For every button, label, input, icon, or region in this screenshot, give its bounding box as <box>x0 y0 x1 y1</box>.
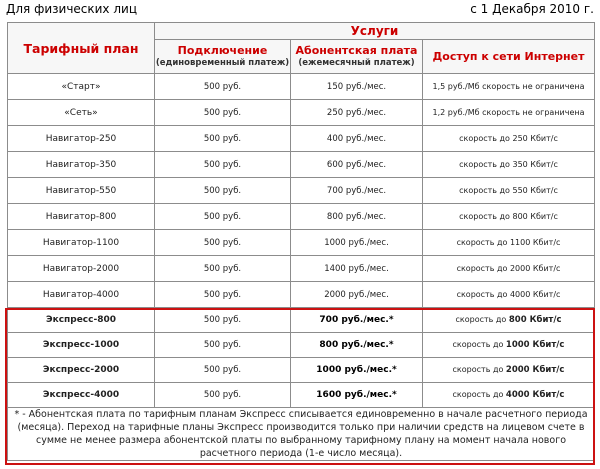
internet-access <box>423 308 595 333</box>
plan-name: Экспресс-1000 <box>8 333 155 358</box>
header-connection <box>155 40 291 74</box>
internet-access: скорость до 4000 Кбит/с <box>423 282 595 308</box>
connection-price: 500 руб. <box>155 178 291 204</box>
monthly-fee: 400 руб./мес. <box>291 126 423 152</box>
plan-name: «Старт» <box>8 74 155 100</box>
monthly-fee: 1600 руб./мес.* <box>291 383 423 408</box>
plan-name: Навигатор-1100 <box>8 230 155 256</box>
speed-prefix: скорость до <box>452 340 506 349</box>
table-row <box>8 100 595 126</box>
plan-name: Навигатор-2000 <box>8 256 155 282</box>
monthly-fee: 1000 руб./мес. <box>291 230 423 256</box>
connection-price: 500 руб. <box>155 100 291 126</box>
express-row <box>8 383 595 408</box>
plan-name: Навигатор-800 <box>8 204 155 230</box>
table-row <box>8 256 595 282</box>
header-connection-label: Подключение <box>177 43 268 57</box>
monthly-fee: 600 руб./мес. <box>291 152 423 178</box>
table-row <box>8 204 595 230</box>
monthly-fee: 700 руб./мес.* <box>291 308 423 333</box>
internet-access: скорость до 350 Кбит/с <box>423 152 595 178</box>
connection-price: 500 руб. <box>155 74 291 100</box>
header-services: Услуги <box>155 23 595 40</box>
plan-name: Навигатор-4000 <box>8 282 155 308</box>
speed-value: 2000 Кбит/с <box>505 365 565 375</box>
speed-value: 800 Кбит/с <box>508 315 562 325</box>
plan-name: Экспресс-2000 <box>8 358 155 383</box>
connection-price: 500 руб. <box>155 282 291 308</box>
plan-name: Навигатор-250 <box>8 126 155 152</box>
speed-prefix: скорость до <box>452 365 506 374</box>
header-internet: Доступ к сети Интернет <box>423 40 595 74</box>
speed-value: 1000 Кбит/с <box>505 340 565 350</box>
connection-price: 500 руб. <box>155 126 291 152</box>
speed-prefix: скорость до <box>455 315 509 324</box>
table-row <box>8 152 595 178</box>
plan-name: Навигатор-350 <box>8 152 155 178</box>
monthly-fee: 150 руб./мес. <box>291 74 423 100</box>
footnote: * - Абонентская плата по тарифным планам Экспресс списывается единовременно в начале расчетного периода (месяца). Переход на тарифные планы Экспресс производится только при наличии средств на лицевом счете в сумме не менее размера абонентской платы по выбранному тарифному плану на момент начала нового расчетного периода (1-е число месяца). <box>8 408 595 461</box>
internet-access: скорость до 250 Кбит/с <box>423 126 595 152</box>
speed-prefix: скорость до <box>452 390 506 399</box>
monthly-fee: 800 руб./мес. <box>291 204 423 230</box>
monthly-fee: 800 руб./мес.* <box>291 333 423 358</box>
header-plan: Тарифный план <box>8 23 155 74</box>
tariff-table <box>7 22 595 461</box>
monthly-fee: 1000 руб./мес.* <box>291 358 423 383</box>
monthly-fee: 1400 руб./мес. <box>291 256 423 282</box>
plan-name: Экспресс-800 <box>8 308 155 333</box>
internet-access: 1,2 руб./Мб скорость не ограничена <box>423 100 595 126</box>
header-connection-note: (единовременный платеж) <box>155 57 290 68</box>
connection-price: 500 руб. <box>155 256 291 282</box>
table-row <box>8 126 595 152</box>
express-row <box>8 308 595 333</box>
internet-access <box>423 358 595 383</box>
internet-access <box>423 383 595 408</box>
internet-access <box>423 333 595 358</box>
connection-price: 500 руб. <box>155 383 291 408</box>
connection-price: 500 руб. <box>155 308 291 333</box>
table-row <box>8 230 595 256</box>
effective-date: с 1 Декабря 2010 г. <box>470 2 594 16</box>
monthly-fee: 250 руб./мес. <box>291 100 423 126</box>
table-row <box>8 178 595 204</box>
page-caption <box>6 2 594 20</box>
connection-price: 500 руб. <box>155 358 291 383</box>
internet-access: 1,5 руб./Мб скорость не ограничена <box>423 74 595 100</box>
table-row <box>8 74 595 100</box>
internet-access: скорость до 550 Кбит/с <box>423 178 595 204</box>
plan-name: Экспресс-4000 <box>8 383 155 408</box>
plan-name: «Сеть» <box>8 100 155 126</box>
footnote-row <box>8 408 595 461</box>
header-fee-note: (ежемесячный платеж) <box>298 57 415 68</box>
connection-price: 500 руб. <box>155 230 291 256</box>
table-row <box>8 282 595 308</box>
monthly-fee: 2000 руб./мес. <box>291 282 423 308</box>
monthly-fee: 700 руб./мес. <box>291 178 423 204</box>
internet-access: скорость до 800 Кбит/с <box>423 204 595 230</box>
header-fee-label: Абонентская плата <box>295 43 418 57</box>
connection-price: 500 руб. <box>155 204 291 230</box>
internet-access: скорость до 2000 Кбит/с <box>423 256 595 282</box>
connection-price: 500 руб. <box>155 333 291 358</box>
speed-value: 4000 Кбит/с <box>505 390 565 400</box>
express-row <box>8 333 595 358</box>
internet-access: скорость до 1100 Кбит/с <box>423 230 595 256</box>
express-row <box>8 358 595 383</box>
header-fee <box>291 40 423 74</box>
plan-name: Навигатор-550 <box>8 178 155 204</box>
audience-label: Для физических лиц <box>6 2 137 16</box>
connection-price: 500 руб. <box>155 152 291 178</box>
